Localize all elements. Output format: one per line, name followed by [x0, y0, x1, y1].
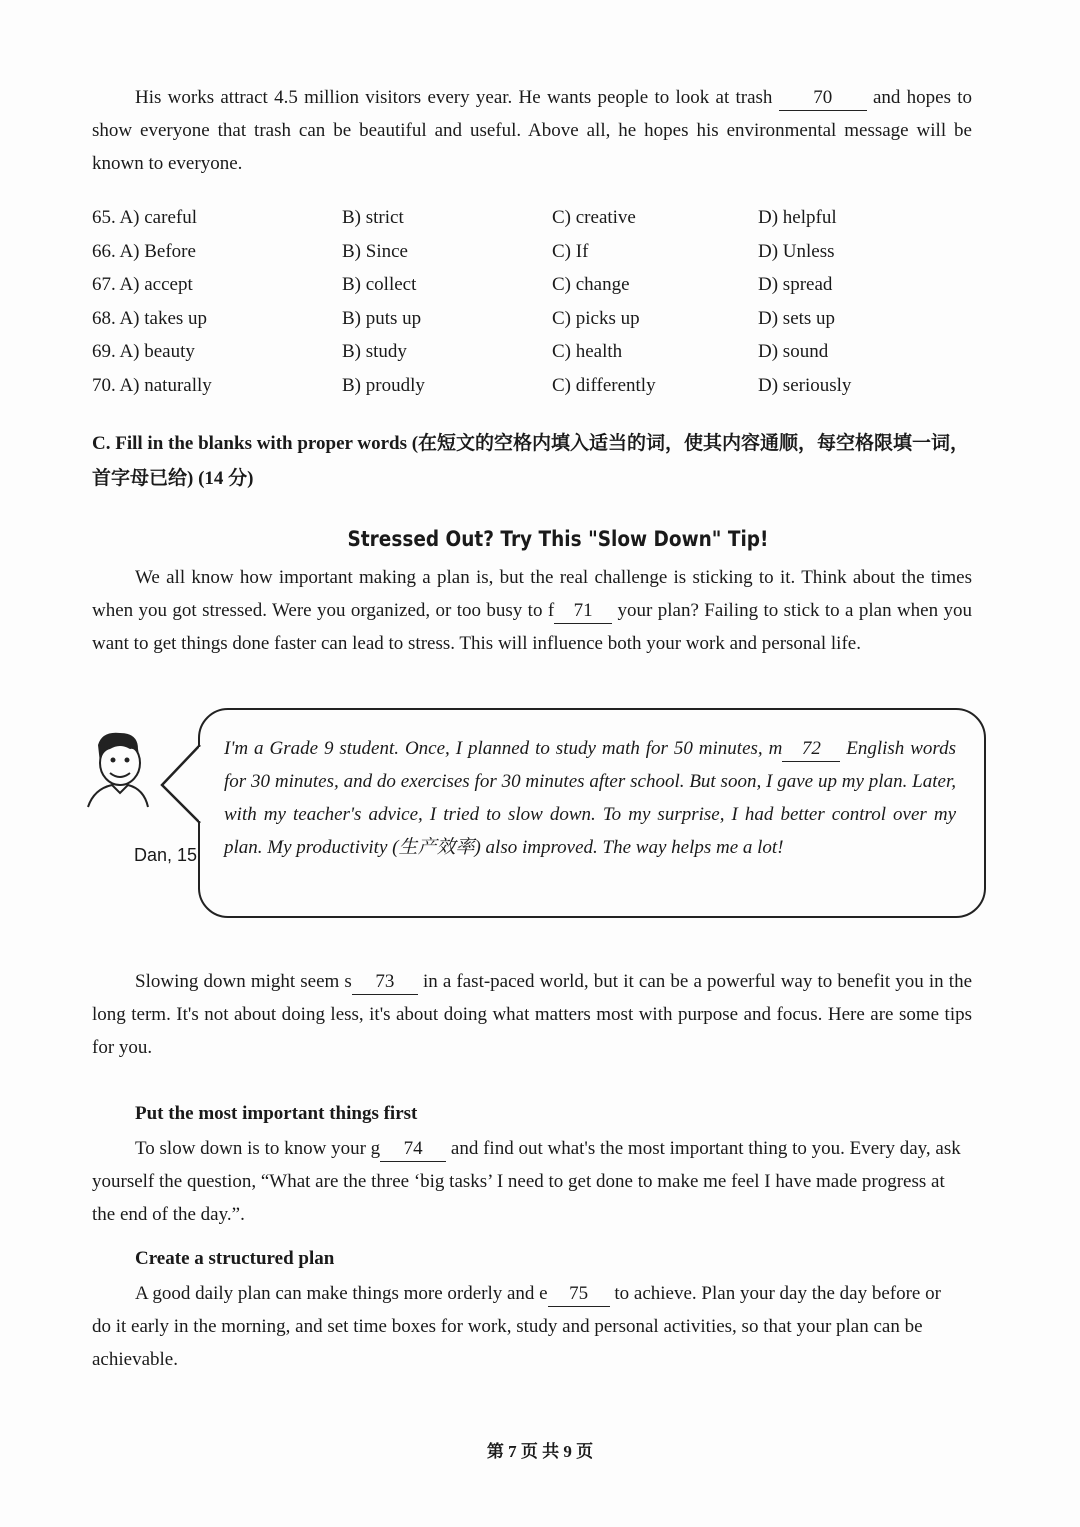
text: A good daily plan can make things more orderly and e [135, 1283, 548, 1304]
blank-74: 74 [380, 1137, 446, 1162]
paragraph-4 [92, 1277, 952, 1376]
option-choice: D) sets up [758, 307, 836, 329]
section-c-heading: C. Fill in the blanks with proper words (在短文的空格内填入适当的词，使其内容通顺，每空格限填一词，首字母已给) (14 分) [92, 433, 970, 489]
text: We all know how important making a plan is, but the real challenge is sticking to it. Think about the times when you got stressed. Were you organized, or too busy to f [92, 567, 972, 621]
option-choice: B) puts up [342, 307, 422, 329]
option-choice: B) study [342, 341, 407, 362]
paragraph-intro [92, 81, 972, 180]
option-choice: D) spread [758, 274, 833, 295]
blank-72: 72 [782, 737, 840, 762]
option-choice: 67. A) accept [92, 274, 193, 295]
option-choice: B) proudly [342, 374, 425, 396]
option-choice: D) seriously [758, 374, 852, 396]
speech-bubble-tail [160, 745, 202, 825]
text: in a fast-paced world, but it can be a powerful way to benefit you in the long term. It's not about doing less, it's about doing what matters most with purpose and focus. Here are some tips for you. [92, 971, 972, 1058]
article-title: Stressed Out? Try This "Slow Down" Tip! [347, 527, 769, 551]
page-number: 第 7 页 共 9 页 [486, 1442, 594, 1461]
speech-bubble-text [224, 732, 956, 864]
option-choice: 65. A) careful [92, 207, 197, 228]
option-choice: C) differently [552, 374, 656, 396]
option-choice: D) sound [758, 341, 829, 362]
option-choice: D) helpful [758, 207, 837, 228]
text: His works attract 4.5 million visitors every year. He wants people to look at trash [135, 87, 779, 108]
option-choice: C) change [552, 274, 630, 295]
option-choice: 70. A) naturally [92, 374, 212, 396]
paragraph-1 [92, 561, 972, 660]
tip-heading-2: Create a structured plan [135, 1248, 335, 1269]
tip-heading-1: Put the most important things first [135, 1103, 418, 1124]
text: English words for 30 minutes, and do exercises for 30 minutes after school. But soon, I gave up my plan. Later, with my teacher's advice, I tried to slow down. To my surprise, I had better control over my plan. My productivity (生产效率) also improved. The way helps me a lot! [224, 738, 956, 858]
option-choice: D) Unless [758, 240, 835, 262]
blank-71: 71 [554, 599, 612, 624]
speaker-label: Dan, 15 [134, 845, 198, 865]
option-choice: 66. A) Before [92, 240, 196, 262]
paragraph-3 [92, 1132, 968, 1231]
option-choice: B) Since [342, 240, 408, 262]
option-choice: 68. A) takes up [92, 307, 208, 329]
text: I'm a Grade 9 student. Once, I planned to study math for 50 minutes, m [224, 738, 783, 759]
option-choice: 69. A) beauty [92, 341, 195, 362]
blank-73: 73 [352, 970, 418, 995]
text: your plan? Failing to stick to a plan when you want to get things done faster can lead to stress. This will influence both your work and personal life. [92, 600, 972, 654]
option-choice: B) collect [342, 274, 417, 295]
option-choice: C) creative [552, 207, 636, 228]
option-choice: B) strict [342, 207, 404, 228]
option-choice: C) If [552, 240, 589, 262]
text: to achieve. Plan your day the day before or do it early in the morning, and set time boxes for work, study and personal activities, so that your plan can be achievable. [92, 1283, 941, 1370]
student-cartoon-icon [80, 727, 152, 809]
text: To slow down is to know your g [135, 1138, 381, 1159]
paragraph-2 [92, 965, 972, 1064]
option-choice: C) health [552, 341, 623, 362]
text: Slowing down might seem s [135, 971, 352, 992]
option-choice: C) picks up [552, 307, 640, 329]
text: and find out what's the most important thing to you. Every day, ask yourself the question, “What are the three ‘big tasks’ I need to get done to make me feel I have made progress at the end of the day.”. [92, 1138, 961, 1225]
blank-70: 70 [779, 86, 867, 111]
blank-75: 75 [548, 1282, 610, 1307]
text: and hopes to show everyone that trash can be beautiful and useful. Above all, he hopes his environmental message will be known to everyone. [92, 87, 972, 174]
